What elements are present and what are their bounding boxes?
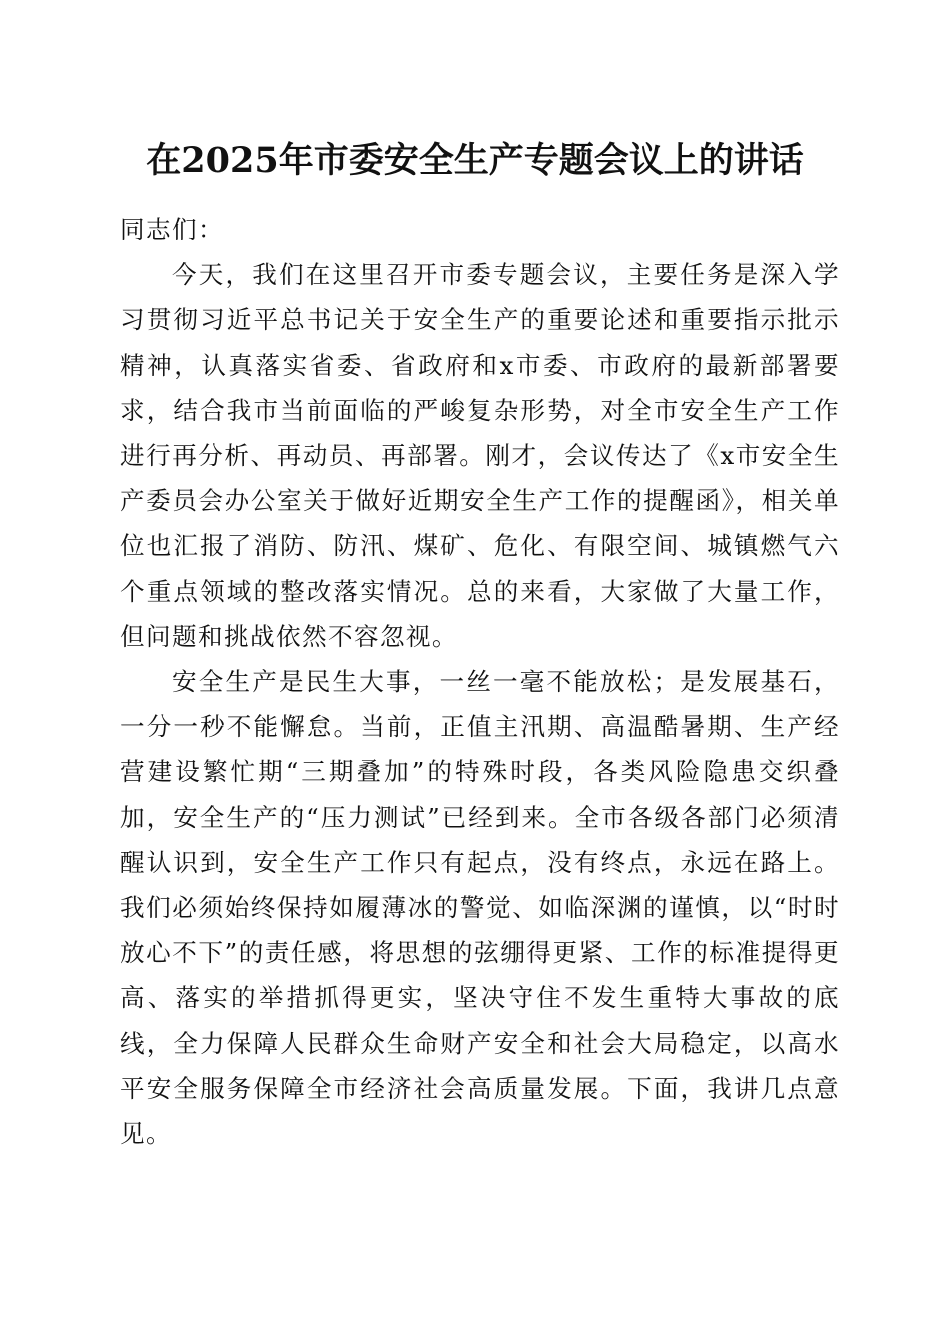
document-title: 在2025年市委安全生产专题会议上的讲话 [146, 140, 804, 181]
paragraph-opening: 今天，我们在这里召开市委专题会议，主要任务是深入学习贯彻习近平总书记关于安全生产的重要论述和重要指示批示精神，认真落实省委、省政府和x市委、市政府的最新部署要求，结合我市当前面临的严峻复杂形势，对全市安全生产工作进行再分析、再动员、再部署。刚才，会议传达了《x市安全生产委员会办公室关于做好近期安全生产工作的提醒函》，相关单位也汇报了消防、防汛、煤矿、危化、有限空间、城镇燃气六个重点领域的整改落实情况。总的来看，大家做了大量工作，但问题和挑战依然不容忽视。 [120, 260, 840, 651]
document-body [120, 207, 840, 1156]
salutation: 同志们： [120, 215, 224, 244]
paragraph-safety-importance: 安全生产是民生大事，一丝一毫不能放松；是发展基石，一分一秒不能懈怠。当前，正值主汛期、高温酷暑期、生产经营建设繁忙期“三期叠加”的特殊时段，各类风险隐患交织叠加，安全生产的“压力测试”已经到来。全市各级各部门必须清醒认识到，安全生产工作只有起点，没有终点，永远在路上。我们必须始终保持如履薄冰的警觉、如临深渊的谨慎，以“时时放心不下”的责任感，将思想的弦绷得更紧、工作的标准提得更高、落实的举措抓得更实，坚决守住不发生重特大事故的底线，全力保障人民群众生命财产安全和社会大局稳定，以高水平安全服务保障全市经济社会高质量发展。下面，我讲几点意见。 [120, 667, 840, 1149]
